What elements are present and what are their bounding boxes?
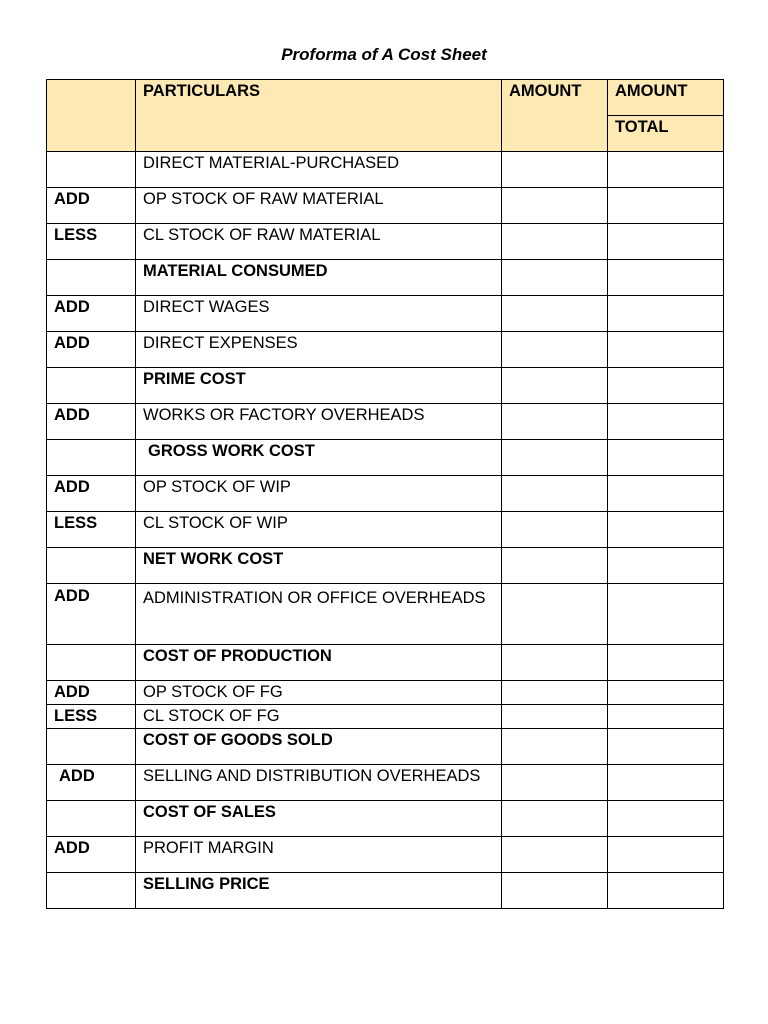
table-row bbox=[47, 296, 724, 332]
table-row bbox=[47, 404, 724, 440]
row-amount-cell bbox=[502, 548, 608, 584]
row-particular: COST OF GOODS SOLD bbox=[136, 729, 502, 765]
row-particular: PROFIT MARGIN bbox=[136, 837, 502, 873]
row-amount-cell bbox=[502, 584, 608, 645]
row-amount-cell bbox=[502, 729, 608, 765]
table-row bbox=[47, 801, 724, 837]
row-prefix: ADD bbox=[47, 332, 136, 368]
row-total-cell bbox=[608, 260, 724, 296]
table-row bbox=[47, 705, 724, 729]
row-amount-cell bbox=[502, 224, 608, 260]
table-row bbox=[47, 512, 724, 548]
row-particular: OP STOCK OF RAW MATERIAL bbox=[136, 188, 502, 224]
row-amount-cell bbox=[502, 188, 608, 224]
row-prefix bbox=[47, 548, 136, 584]
row-amount-cell bbox=[502, 440, 608, 476]
row-total-cell bbox=[608, 512, 724, 548]
row-particular: CL STOCK OF WIP bbox=[136, 512, 502, 548]
row-particular: DIRECT EXPENSES bbox=[136, 332, 502, 368]
header-amount-2: AMOUNT bbox=[608, 80, 724, 116]
row-amount-cell bbox=[502, 152, 608, 188]
row-particular: PRIME COST bbox=[136, 368, 502, 404]
row-particular: OP STOCK OF FG bbox=[136, 681, 502, 705]
row-prefix: ADD bbox=[47, 584, 136, 645]
header-blank-cell bbox=[47, 80, 136, 152]
table-row bbox=[47, 681, 724, 705]
row-particular: WORKS OR FACTORY OVERHEADS bbox=[136, 404, 502, 440]
row-amount-cell bbox=[502, 681, 608, 705]
row-particular: CL STOCK OF RAW MATERIAL bbox=[136, 224, 502, 260]
row-amount-cell bbox=[502, 705, 608, 729]
row-amount-cell bbox=[502, 765, 608, 801]
table-row bbox=[47, 152, 724, 188]
row-amount-cell bbox=[502, 368, 608, 404]
row-total-cell bbox=[608, 224, 724, 260]
table-row bbox=[47, 224, 724, 260]
row-prefix: ADD bbox=[47, 681, 136, 705]
row-prefix: ADD bbox=[47, 476, 136, 512]
row-particular: MATERIAL CONSUMED bbox=[136, 260, 502, 296]
table-header-row bbox=[47, 80, 724, 116]
row-particular: SELLING AND DISTRIBUTION OVERHEADS bbox=[136, 765, 502, 801]
row-prefix bbox=[47, 368, 136, 404]
row-prefix: ADD bbox=[47, 837, 136, 873]
row-amount-cell bbox=[502, 645, 608, 681]
row-total-cell bbox=[608, 368, 724, 404]
row-amount-cell bbox=[502, 404, 608, 440]
row-prefix bbox=[47, 440, 136, 476]
table-row bbox=[47, 873, 724, 909]
row-prefix bbox=[47, 801, 136, 837]
row-total-cell bbox=[608, 332, 724, 368]
row-prefix bbox=[47, 260, 136, 296]
header-amount: AMOUNT bbox=[502, 80, 608, 152]
row-total-cell bbox=[608, 729, 724, 765]
row-total-cell bbox=[608, 645, 724, 681]
row-prefix bbox=[47, 152, 136, 188]
row-total-cell bbox=[608, 837, 724, 873]
row-particular: CL STOCK OF FG bbox=[136, 705, 502, 729]
row-prefix bbox=[47, 645, 136, 681]
header-particulars: PARTICULARS bbox=[136, 80, 502, 152]
row-amount-cell bbox=[502, 332, 608, 368]
row-total-cell bbox=[608, 152, 724, 188]
row-amount-cell bbox=[502, 873, 608, 909]
row-total-cell bbox=[608, 584, 724, 645]
row-amount-cell bbox=[502, 837, 608, 873]
cost-sheet-table bbox=[46, 79, 724, 909]
row-total-cell bbox=[608, 873, 724, 909]
row-prefix bbox=[47, 729, 136, 765]
row-total-cell bbox=[608, 404, 724, 440]
table-row bbox=[47, 332, 724, 368]
row-amount-cell bbox=[502, 296, 608, 332]
row-total-cell bbox=[608, 705, 724, 729]
table-row bbox=[47, 584, 724, 645]
row-particular: DIRECT MATERIAL-PURCHASED bbox=[136, 152, 502, 188]
row-particular: NET WORK COST bbox=[136, 548, 502, 584]
row-particular: DIRECT WAGES bbox=[136, 296, 502, 332]
table-row bbox=[47, 765, 724, 801]
row-particular: GROSS WORK COST bbox=[136, 440, 502, 476]
row-amount-cell bbox=[502, 512, 608, 548]
header-total: TOTAL bbox=[608, 116, 724, 152]
row-total-cell bbox=[608, 440, 724, 476]
row-prefix: ADD bbox=[47, 188, 136, 224]
row-particular: COST OF SALES bbox=[136, 801, 502, 837]
row-total-cell bbox=[608, 765, 724, 801]
row-prefix: LESS bbox=[47, 224, 136, 260]
row-particular: OP STOCK OF WIP bbox=[136, 476, 502, 512]
row-total-cell bbox=[608, 296, 724, 332]
row-prefix bbox=[47, 873, 136, 909]
row-prefix: LESS bbox=[47, 705, 136, 729]
row-amount-cell bbox=[502, 476, 608, 512]
page-title: Proforma of A Cost Sheet bbox=[281, 45, 487, 64]
table-row bbox=[47, 440, 724, 476]
row-total-cell bbox=[608, 476, 724, 512]
row-particular: ADMINISTRATION OR OFFICE OVERHEADS bbox=[136, 584, 502, 645]
table-row bbox=[47, 188, 724, 224]
row-prefix: ADD bbox=[47, 296, 136, 332]
row-amount-cell bbox=[502, 801, 608, 837]
table-row bbox=[47, 729, 724, 765]
row-particular: SELLING PRICE bbox=[136, 873, 502, 909]
row-amount-cell bbox=[502, 260, 608, 296]
row-particular: COST OF PRODUCTION bbox=[136, 645, 502, 681]
row-total-cell bbox=[608, 681, 724, 705]
row-prefix: ADD bbox=[47, 765, 136, 801]
row-prefix: LESS bbox=[47, 512, 136, 548]
row-prefix: ADD bbox=[47, 404, 136, 440]
table-row bbox=[47, 837, 724, 873]
row-total-cell bbox=[608, 801, 724, 837]
table-row bbox=[47, 260, 724, 296]
table-row bbox=[47, 476, 724, 512]
row-total-cell bbox=[608, 188, 724, 224]
table-row bbox=[47, 548, 724, 584]
table-row bbox=[47, 645, 724, 681]
row-total-cell bbox=[608, 548, 724, 584]
table-row bbox=[47, 368, 724, 404]
